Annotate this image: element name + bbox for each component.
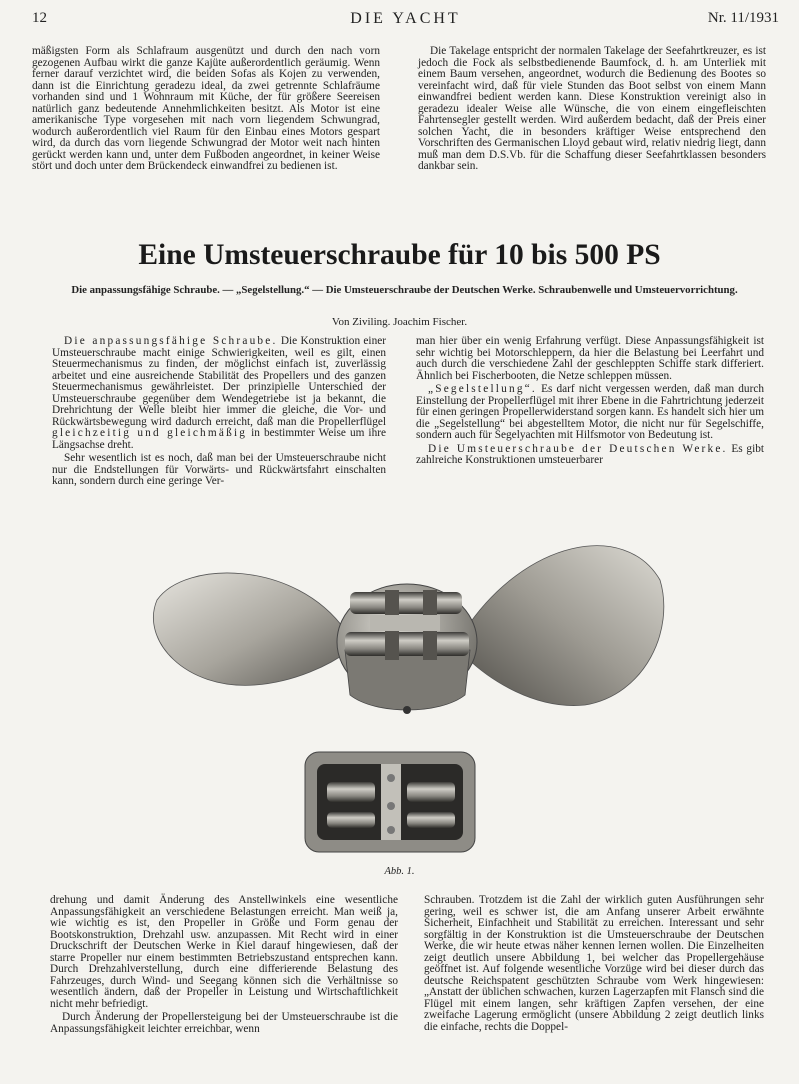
article-subtitle: Die anpassungsfähige Schraube. — „Segelstellung.“ — Die Umsteuerschraube der Deutschen Werke. Schraubenwelle und Umsteuervorrichtung. — [71, 284, 738, 296]
paragraph: man hier über ein wenig Erfahrung verfügt. Diese Anpassungsfähigkeit ist sehr wichtig bei Motorschleppern, da hier die Belastung bei Leerfahrt und auch durch die verschiedene Zahl der geschleppten Schiffe stark differiert. Ähnlich bei Fischerbooten, die Netze schleppen müssen. — [416, 335, 764, 382]
spaced-lead: Die anpassungsfähige Schraube. — [64, 335, 278, 347]
spaced-lead: „Segelstellung“. — [428, 383, 537, 395]
paragraph: Sehr wesentlich ist es noch, daß man bei der Umsteuerschraube nicht nur die Endstellungen für Vorwärts- und Rückwärtsfahrt einschalten kann, sondern durch eine geringe Ver- — [52, 452, 386, 487]
opened-housing — [305, 752, 475, 852]
paragraph: mäßigsten Form als Schlafraum ausgenützt und durch den nach vorn gezogenen Aufbau wirkt die ganze Kajüte außerordentlich geräumig. Wenn ferner darauf verzichtet wird, die beiden Sofas als Kojen zu verwenden, dann ist die Einrichtung geradezu ideal, da zwei getrennte Schlafräume vorhanden sind und 1 Wohnraum mit Küche, der für größere Seereisen natürlich ganz bedeutende Annehmlichkeiten besitzt. Als Motor ist eine amerikanische Type vorgesehen mit nach vorn liegendem Schwungrad, wodurch außerordentlich viel Raum für den Einbau eines Motors gespart wird, da durch das vorn liegende Schwungrad der Motor weit nach hinten gerückt werden kann und, unter dem Fußboden angeordnet, in keiner Weise stört und doch unter dem Brückendeck einwandfrei zu bedienen ist. — [32, 45, 380, 172]
mid-right-column — [416, 336, 764, 467]
page-number: 12 — [32, 10, 47, 26]
top-left-column — [32, 46, 380, 173]
top-right-column — [418, 46, 766, 173]
paragraph: Die anpassungsfähige Schraube. Die Konstruktion einer Umsteuerschraube macht einige Schwierigkeiten, weil es gilt, einen Steuermechanismus zu finden, der möglichst einfach ist, zuverlässig arbeitet und eine ausreichende Stabilität des Propellers und des ganzen Steuermechanismus gewährleistet. Der prinzipielle Unterschied der Umsteuerschraube gegenüber dem Wendegetriebe ist ja bekannt, die Drehrichtung der Welle bleibt hier immer die gleiche, die Vor- und Rückwärtsbewegung wird dadurch erreicht, daß man die Propellerflügel gleichzeitig und gleichmäßig in bestimmter Weise um ihre Längsachse dreht. — [52, 335, 386, 451]
issue-number: Nr. 11/1931 — [707, 10, 779, 26]
paragraph: drehung und damit Änderung des Anstellwinkels eine wesentliche Anpassungsfähigkeit an verschiedene Belastungen erreicht. Man weiß ja, wie wichtig es ist, den Propeller in Größe und Form genau der Bootskonstruktion, Drehzahl usw. anzupassen. Mit Recht wird in einer Druckschrift der Deutschen Werke in Kiel darauf hingewiesen, daß der starre Propeller nur einem bestimmten Betriebszustand entsprechen kann. Durch Drehzahlverstellung, durch eine differierende Belastung des Fahrzeuges, durch Wind- und Seegang können sich die Verhältnisse so wesentlich ändern, daß der Propeller in Leistung und Wirtschaftlichkeit nicht mehr befriedigt. — [50, 894, 398, 1010]
bottom-right-column — [424, 895, 764, 1033]
running-header — [32, 10, 779, 32]
propeller-illustration — [145, 520, 670, 860]
article-author: Von Ziviling. Joachim Fischer. — [331, 316, 468, 328]
paragraph: Durch Änderung der Propellersteigung bei der Umsteuerschraube ist die Anpassungsfähigkeit leichter erreichbar, wenn — [50, 1011, 398, 1035]
paragraph: Die Takelage entspricht der normalen Takelage der Seefahrtkreuzer, es ist jedoch die Fock als selbstbedienende Baumfock, d. h. am Unterliek mit einem Baum versehen, angeordnet, wodurch die Bedienung des Bootes so vereinfacht wird, daß für viele Stunden das Boot selbst von einem Mann einwandfrei bedient werden kann. Diese Konstruktion vereinigt also in geradezu idealer Weise alle Wünsche, die von einem eingefleischten Fahrtensegler gestellt werden. Wird außerdem bedacht, daß der Preis einer solchen Yacht, die in besonders kräftiger Weise entsprechend den Vorschriften des Germanischen Lloyd gebaut wird, relativ niedrig liegt, dann muß man dem D.S.Vb. für die Schaffung dieser Seefahrtklassen besonders dankbar sein. — [418, 45, 766, 172]
bottom-left-column — [50, 895, 398, 1035]
article-title: Eine Umsteuerschraube für 10 bis 500 PS — [138, 239, 661, 271]
mid-left-column — [52, 336, 386, 488]
paragraph: Die Umsteuerschraube der Deutschen Werke. Es gibt zahlreiche Konstruktionen umsteuerbarer — [416, 442, 764, 466]
journal-title: DIE YACHT — [350, 10, 461, 27]
paragraph: Schrauben. Trotzdem ist die Zahl der wirklich guten Ausführungen sehr gering, weil es schwer ist, die am Anfang unserer Arbeit erwähnte Sicherheit, Einfachheit und Stabilität zu erreichen. Interessant und sehr sorgfältig in der Konstruktion ist die Umsteuerschraube der Deutschen Werke, die wir heute etwas näher kennen lernen wollen. Die Einzelheiten zeigt deutlich unsere Abbildung 1, bei welcher das Propellergehäuse geöffnet ist. Auf folgende wesentliche Vorzüge wird bei dieser durch das deutsche Reichspatent geschützten Schraube vom Werk hingewiesen: „Anstatt der üblichen schwachen, kurzen Lagerzapfen mit Flansch sind die Flügel mit einem langen, sehr kräftigen Zapfen versehen, der eine zweifache Lagerung ermöglicht (unsere Abbildung 2 zeigt deutlich links die einfache, rechts die Doppel- — [424, 894, 764, 1033]
paragraph: „Segelstellung“. Es darf nicht vergessen werden, daß man durch Einstellung der Propellerflügel mit ihrer Ebene in die Fahrtrichtung jederzeit für einen geringen Propellerwiderstand sorgen kann. Es handelt sich hier um die „Segelstellung“ bei abgestelltem Motor, die nicht nur für Segelschiffe, sondern auch für Segelyachten mit Hilfsmotor von Bedeutung ist. — [416, 383, 764, 441]
figure-caption: Abb. 1. — [384, 866, 415, 877]
spaced-lead: Die Umsteuerschraube der Deutschen Werke. — [428, 442, 728, 455]
propeller-photo — [145, 520, 670, 860]
